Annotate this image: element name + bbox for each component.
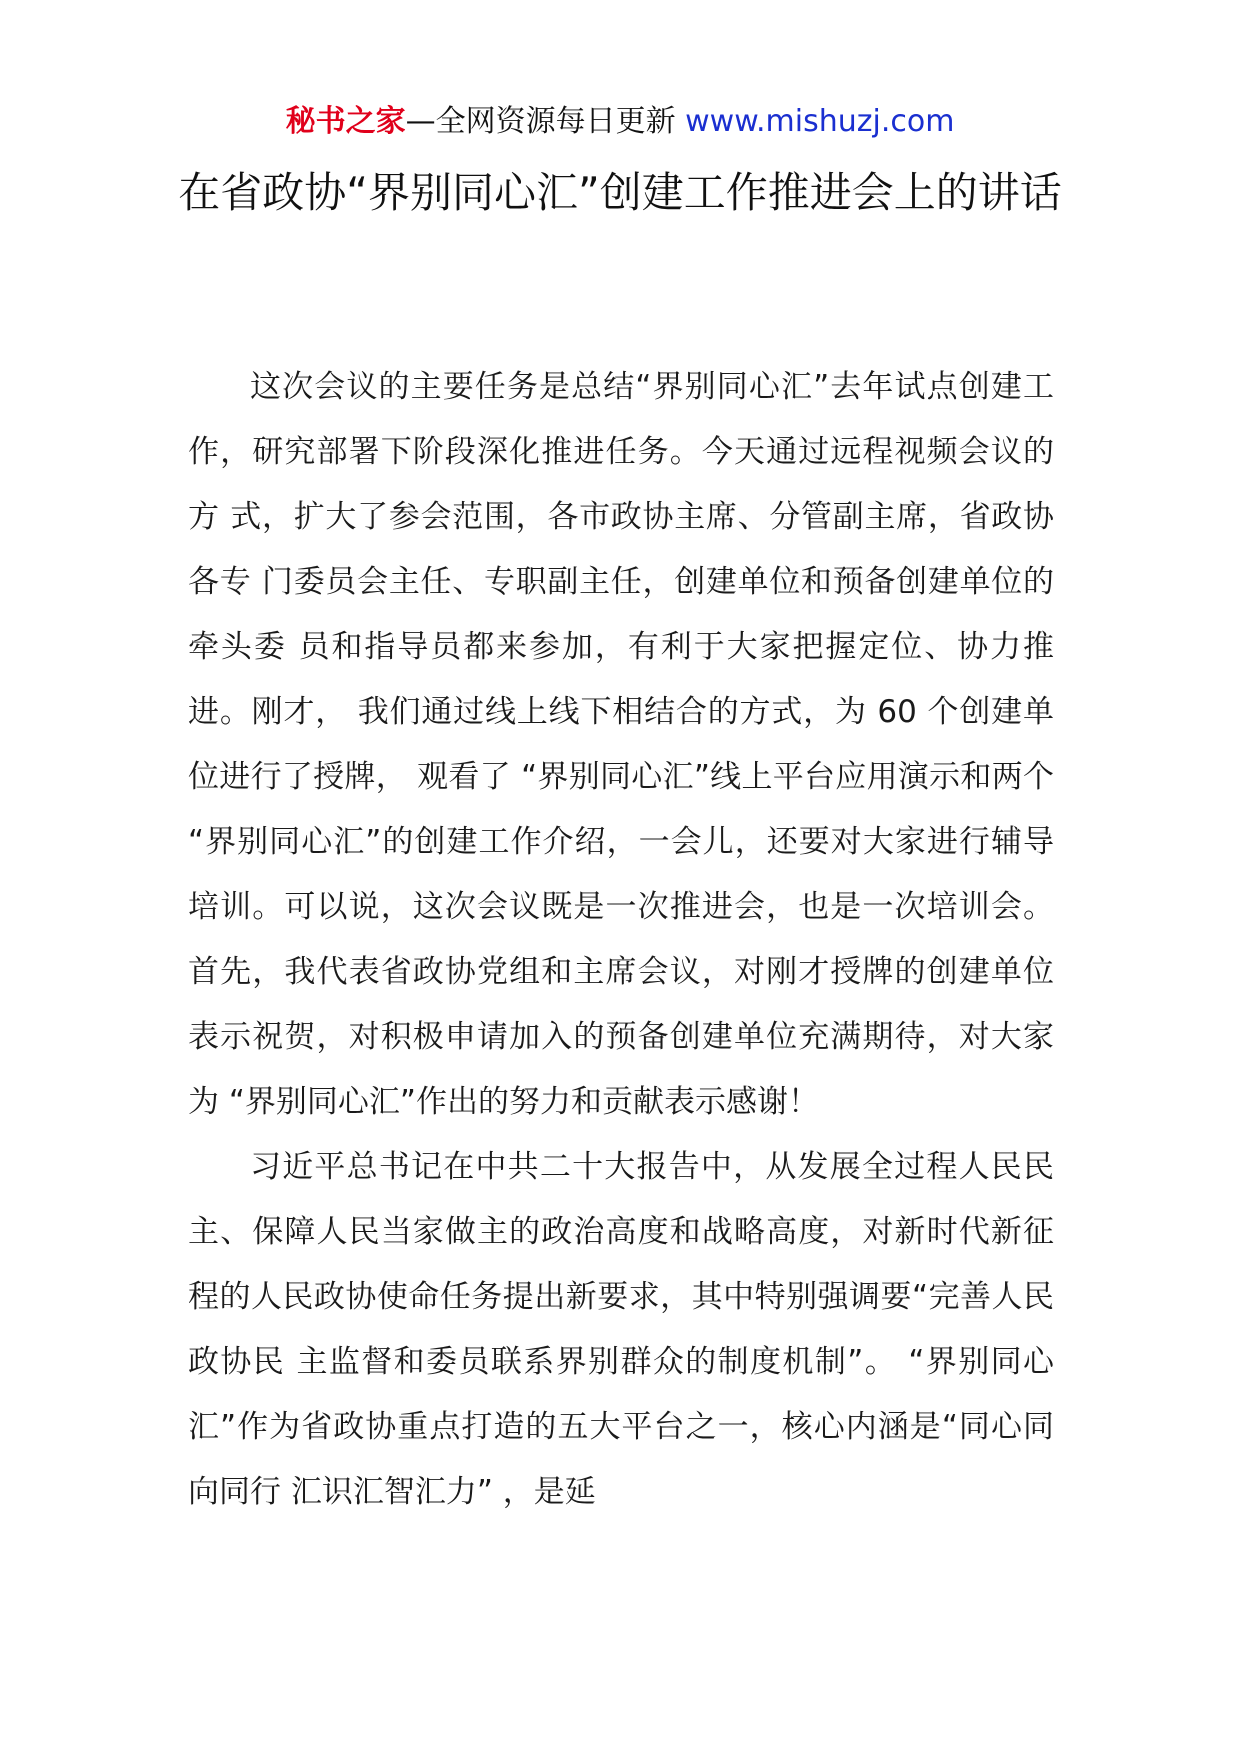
site-url-link[interactable]: www.mishuzj.com — [685, 104, 955, 139]
document-body — [188, 355, 1054, 1525]
header-tagline: —全网资源每日更新 — [405, 104, 686, 139]
site-header — [0, 100, 1240, 144]
brand-name: 秘书之家 — [285, 104, 406, 139]
body-paragraph-2: 习近平总书记在中共二十大报告中，从发展全过程人民民主、保障人民当家做主的政治高度和战略高度，对新时代新征程的人民政协使命任务提出新要求，其中特别强调要“完善人民政协民 主监督和委员联系界别群众的制度机制”。 “界别同心汇”作为省政协重点打造的五大平台之一，核心内涵是“同心同向同行 汇识汇智汇力” ，是延 — [188, 1149, 1054, 1510]
body-paragraph-1: 这次会议的主要任务是总结“界别同心汇”去年试点创建工 作，研究部署下阶段深化推进任务。今天通过远程视频会议的方 式，扩大了参会范围，各市政协主席、分管副主席，省政协各专 门委员会主任、专职副主任，创建单位和预备创建单位的牵头委 员和指导员都来参加，有利于大家把握定位、协力推进。刚才， 我们通过线上线下相结合的方式，为 60 个创建单位进行了授牌， 观看了 “界别同心汇”线上平台应用演示和两个 “界别同心汇”的创建工作介绍，一会儿，还要对大家进行辅导培训。可以说，这次会议既是一次推进会，也是一次培训会。首先，我代表省政协党组和主席会议，对刚才授牌的创建单位表示祝贺，对积极申请加入的预备创建单位充满期待，对大家为 “界别同心汇”作出的努力和贡献表示感谢！ — [188, 369, 1054, 1120]
document-title: 在省政协“界别同心汇”创建工作推进会上的讲话 — [178, 168, 1062, 217]
